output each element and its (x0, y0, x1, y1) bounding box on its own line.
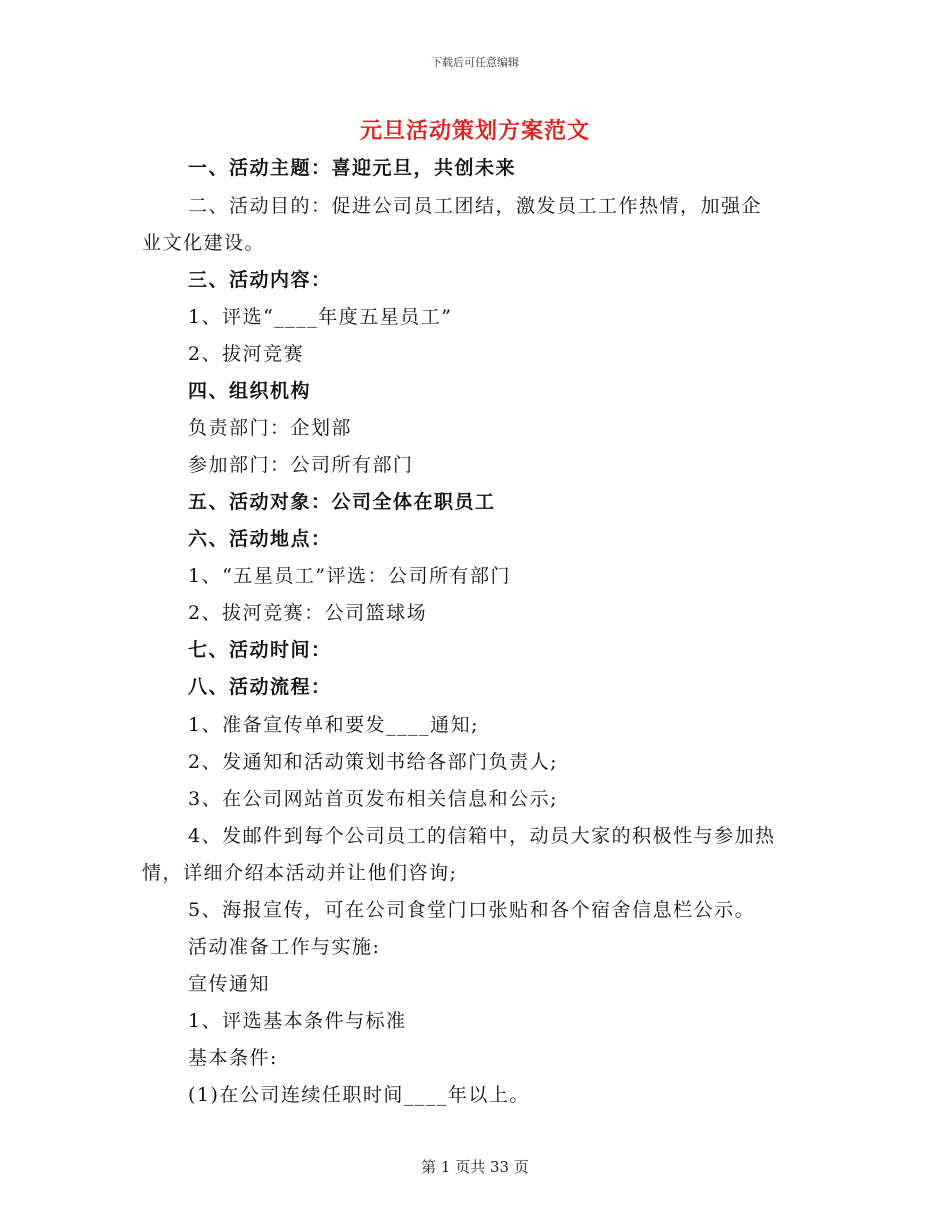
condition-item-1: (1)在公司连续任职时间____年以上。 (188, 1084, 530, 1106)
notice-heading: 宣传通知 (188, 973, 271, 995)
page-header: 下载后可任意编辑 (431, 56, 519, 69)
process-item-5: 5、海报宣传，可在公司食堂门口张贴和各个宿舍信息栏公示。 (188, 899, 756, 921)
criteria-heading: 1、评选基本条件与标准 (188, 1010, 407, 1032)
section-process-heading: 八、活动流程： (188, 676, 332, 698)
section-organization-heading: 四、组织机构 (188, 380, 312, 402)
prep-heading: 活动准备工作与实施: (188, 936, 381, 958)
section-theme: 一、活动主题：喜迎元旦，共创未来 (188, 157, 517, 179)
section-location-heading: 六、活动地点： (188, 528, 332, 550)
process-item-1: 1、准备宣传单和要发____通知; (188, 714, 479, 736)
section-audience: 五、活动对象：公司全体在职员工 (188, 491, 496, 513)
section-purpose: 二、活动目的：促进公司员工团结，激发员工工作热情，加强企 (188, 195, 763, 217)
location-item-1: 1、“五星员工”评选：公司所有部门 (188, 565, 512, 587)
location-item-2: 2、拔河竞赛：公司篮球场 (188, 602, 428, 624)
process-item-3: 3、在公司网站首页发布相关信息和公示; (188, 788, 558, 810)
org-responsible: 负责部门：企划部 (188, 417, 353, 439)
section-content-heading: 三、活动内容： (188, 269, 332, 291)
org-participants: 参加部门：公司所有部门 (188, 454, 414, 476)
section-time-heading: 七、活动时间： (188, 639, 332, 661)
process-item-2: 2、发通知和活动策划书给各部门负责人; (188, 751, 558, 773)
process-item-4-cont: 情，详细介绍本活动并让他们咨询; (142, 862, 458, 884)
document-title: 元旦活动策划方案范文 (359, 118, 590, 144)
section-purpose-cont: 业文化建设。 (142, 232, 266, 254)
process-item-4: 4、发邮件到每个公司员工的信箱中，动员大家的积极性与参加热 (188, 825, 776, 847)
content-item-1: 1、评选“____年度五星员工” (188, 306, 453, 328)
basic-conditions-heading: 基本条件: (188, 1047, 278, 1069)
page-footer: 第 1 页共 33 页 (421, 1158, 529, 1176)
content-item-2: 2、拔河竞赛 (188, 343, 305, 365)
